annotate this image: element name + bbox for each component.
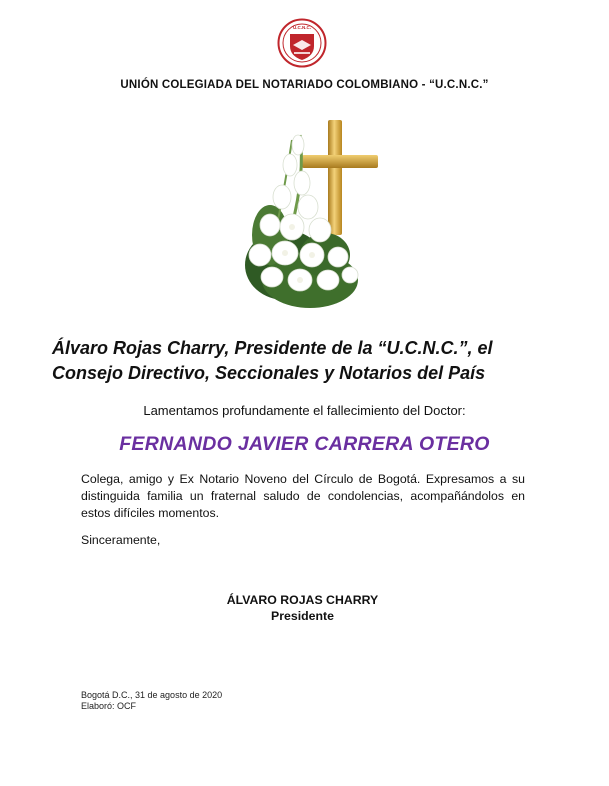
condolence-headline (52, 336, 572, 386)
closing-text: Sinceramente, (81, 533, 161, 547)
headline-line-2: Consejo Directivo, Seccionales y Notarios del País (52, 363, 486, 383)
organization-name: UNIÓN COLEGIADA DEL NOTARIADO COLOMBIANO - “U.C.N.C.” (120, 79, 489, 91)
body-paragraph: Colega, amigo y Ex Notario Noveno del Círculo de Bogotá. Expresamos a su distinguida familia un fraternal saludo de condolencias, acompañándolos en estos difíciles momentos. (81, 472, 525, 520)
footer-prepared-by: Elaboró: OCF (81, 701, 137, 711)
footer-place-date: Bogotá D.C., 31 de agosto de 2020 (81, 690, 223, 700)
cross-flower-arrangement-icon (230, 115, 390, 315)
ucnc-seal-icon (277, 18, 327, 68)
intro-text: Lamentamos profundamente el fallecimiento del Doctor: (143, 403, 466, 418)
headline-line-1: Álvaro Rojas Charry, Presidente de la “U.C.N.C.”, el (52, 338, 493, 358)
signature-title: Presidente (271, 609, 334, 623)
svg-text:U.C.N.C.: U.C.N.C. (293, 25, 311, 30)
deceased-name: FERNANDO JAVIER CARRERA OTERO (119, 433, 490, 455)
footer (81, 690, 222, 712)
signature-name: ÁLVARO ROJAS CHARRY (226, 593, 379, 607)
